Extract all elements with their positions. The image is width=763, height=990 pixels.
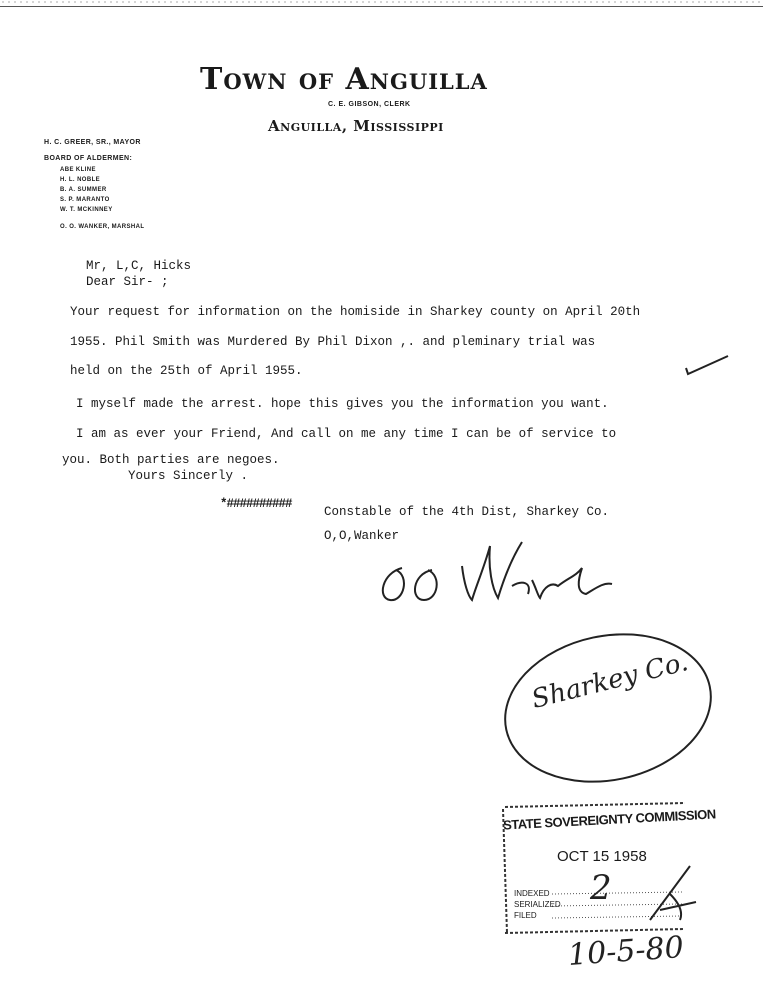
- letter-line-3: held on the 25th of April 1955.: [70, 364, 303, 378]
- top-edge-rule: [0, 6, 763, 7]
- stamp-scribble: [640, 860, 700, 926]
- letterhead-board-heading: BOARD OF ALDERMEN:: [44, 155, 133, 162]
- letter-typed-name: O,O,Wanker: [324, 529, 400, 543]
- letter-salutation: Dear Sir- ;: [86, 275, 169, 289]
- alderman-3: B. A. SUMMER: [60, 187, 107, 193]
- circled-note-text: Sharkey Co.: [528, 647, 692, 715]
- letterhead-town: Town of Anguilla: [200, 62, 488, 97]
- stamp-date: OCT 15 1958: [557, 848, 647, 865]
- alderman-1: ABE KLINE: [60, 167, 96, 173]
- letter-closing: Yours Sincerly .: [128, 469, 249, 483]
- letterhead-mayor: H. C. GREER, SR., MAYOR: [44, 139, 141, 146]
- letter-line-6: you. Both parties are negoes.: [62, 453, 280, 467]
- alderman-2: H. L. NOBLE: [60, 177, 101, 183]
- check-mark-icon: [682, 352, 732, 378]
- letterhead-place: Anguilla, Mississippi: [268, 117, 444, 135]
- letter-line-4: I myself made the arrest. hope this gives you the information you want.: [76, 397, 609, 411]
- alderman-5: W. T. MCKINNEY: [60, 207, 113, 213]
- redaction-marks: *##########: [220, 497, 292, 511]
- letterhead-marshal: O. O. WANKER, MARSHAL: [60, 224, 145, 230]
- stamp-serialized: SERIALIZED: [514, 900, 561, 909]
- handwritten-signature: [372, 538, 632, 618]
- letter-addressee: Mr, L,C, Hicks: [86, 259, 192, 273]
- stamp-title: STATE SOVEREIGNTY COMMISSION: [502, 806, 717, 833]
- letterhead-clerk: C. E. GIBSON, CLERK: [328, 101, 411, 108]
- letter-line-5: I am as ever your Friend, And call on me any time I can be of service to: [76, 427, 617, 441]
- letter-signoff-title: Constable of the 4th Dist, Sharkey Co.: [324, 505, 610, 519]
- letter-line-1: Your request for information on the homiside in Sharkey county on April 20th: [70, 305, 641, 319]
- letter-line-2: 1955. Phil Smith was Murdered By Phil Dixon ,. and pleminary trial was: [70, 335, 596, 349]
- top-edge-dots: [0, 0, 763, 4]
- bottom-handwritten-date: 10-5-80: [566, 930, 685, 973]
- stamp-indexed: INDEXED: [514, 889, 550, 898]
- stamp-filed: FILED: [514, 911, 537, 920]
- alderman-4: S. P. MARANTO: [60, 197, 110, 203]
- stamp-handwritten-number: 2: [590, 868, 612, 908]
